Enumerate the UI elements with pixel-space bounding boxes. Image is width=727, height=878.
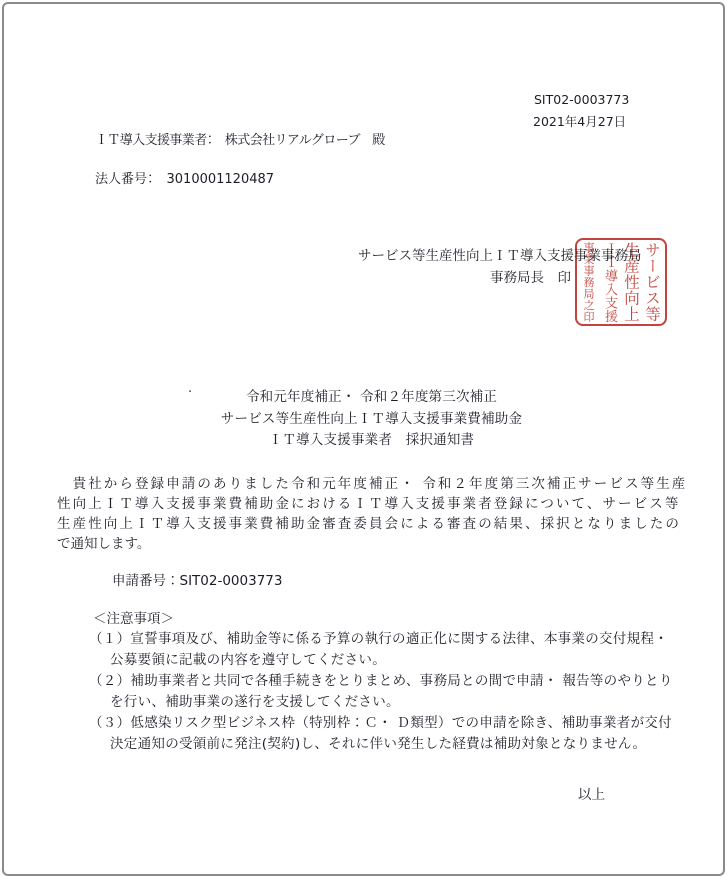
closing-text: 以上 (578, 787, 605, 803)
sender-title-line: 事務局長 印 (490, 270, 571, 286)
body-line-1: 貴社から登録申請のありました令和元年度補正・ 令和２年度第三次補正サービス等生産 (57, 476, 688, 492)
body-line-3: 生産性向上ＩＴ導入支援事業費補助金審査委員会による審査の結果、採択となりましたの (57, 516, 681, 532)
seal-column-3: ＩＴ導入支援 (602, 242, 617, 323)
note-3-line-1: （３）低感染リスク型ビジネス枠（特別枠：Ｃ・ Ｄ類型）での申請を除き、補助事業者が交付 (89, 715, 672, 731)
seal-column-1: サービス等 (643, 242, 661, 322)
title-line-2: サービス等生産性向上ＩＴ導入支援事業費補助金 (220, 411, 523, 427)
stray-dot: . (188, 381, 193, 396)
note-2-line-1: （２）補助事業者と共同で各種手続きをとりまとめ、事務局との間で申請・ 報告等のやりとり (89, 673, 673, 689)
body-line-2: 性向上ＩＴ導入支援事業費補助金におけるＩＴ導入支援事業者登録について、サービス等 (57, 496, 681, 512)
sender-org-line: サービス等生産性向上ＩＴ導入支援事業事務局 (358, 248, 642, 264)
title-line-3: ＩＴ導入支援事業者 採択通知書 (268, 432, 475, 448)
note-2-line-2: を行い、補助事業の遂行を支援してください。 (110, 694, 400, 710)
official-seal (575, 238, 667, 326)
seal-column-2: 生産性向上 (622, 242, 640, 322)
note-1-line-2: 公募要領に記載の内容を遵守してください。 (110, 652, 386, 668)
seal-column-4: 事業事務局之印 (582, 242, 595, 323)
note-3-line-2: 決定通知の受領前に発注(契約)し、それに伴い発生した経費は補助対象となりません。 (110, 736, 647, 752)
recipient-line: ＩＴ導入支援事業者： 株式会社リアルグローブ 殿 (95, 133, 385, 148)
doc-date: 2021年4月27日 (533, 114, 627, 129)
corporate-number-line: 法人番号： 3010001120487 (95, 172, 275, 187)
note-1-line-1: （１）宣誓事項及び、補助金等に係る予算の執行の適正化に関する法律、本事業の交付規程・ (89, 631, 669, 647)
title-line-1: 令和元年度補正・ 令和２年度第三次補正 (245, 389, 498, 405)
application-number: 申請番号：SIT02-0003773 (112, 573, 283, 589)
doc-number: SIT02-0003773 (534, 92, 630, 107)
body-line-4: で通知します。 (57, 536, 151, 552)
notes-header: ＜注意事項＞ (93, 611, 174, 627)
